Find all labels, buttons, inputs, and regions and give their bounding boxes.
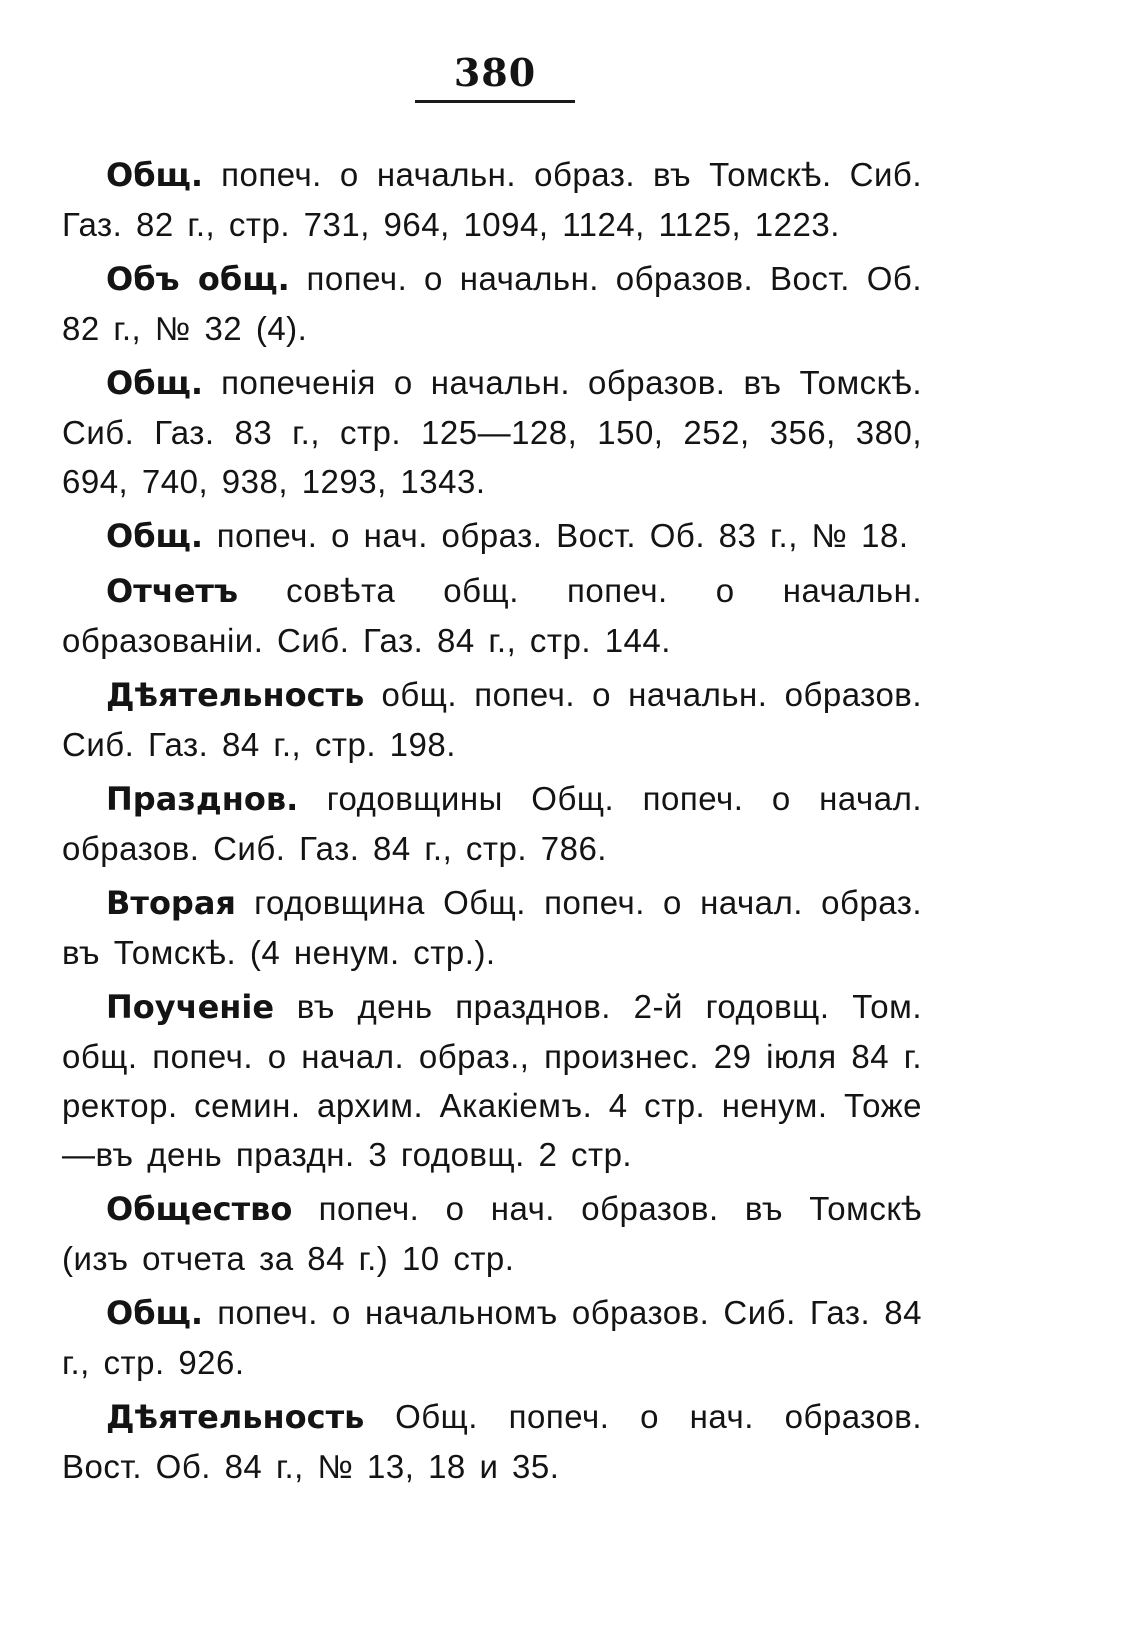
entry-text: попеч. о нач. образов. въ Томскѣ (изъ отчета за 84 г.) 10 стр. (62, 1190, 922, 1277)
bibliography-entry (62, 358, 922, 506)
bibliography-entry (62, 1184, 922, 1283)
bibliography-entry (62, 1288, 922, 1387)
entry-heading: Общ. (106, 156, 204, 194)
bibliography-entry (62, 878, 922, 977)
page-number-rule (415, 100, 575, 103)
entry-text: попеч. о начальн. образ. въ Томскѣ. Сиб. Газ. 82 г., стр. 731, 964, 1094, 1124, 1125, 1223. (62, 156, 923, 243)
entry-text: годовщина Общ. попеч. о начал. образ. въ Томскѣ. (4 ненум. стр.). (62, 884, 922, 971)
entry-text: попеч. о нач. образ. Вост. Об. 83 г., № 18. (216, 517, 909, 554)
bibliography-entry (62, 982, 922, 1179)
entry-text: попеч. о начальномъ образов. Сиб. Газ. 84 г., стр. 926. (62, 1294, 922, 1381)
bibliography-entry (62, 511, 922, 561)
entry-heading: Вторая (106, 884, 236, 922)
page-number: 380 (453, 50, 537, 95)
entry-heading: Общ. (106, 364, 204, 402)
entry-text: попеч. о начальн. образов. Вост. Об. 82 г., № 32 (4). (62, 260, 923, 347)
entry-heading: Общество (106, 1190, 293, 1228)
bibliography-entry (62, 566, 922, 665)
bibliography-entry (62, 774, 922, 873)
entry-heading: Дѣятельность (106, 676, 365, 714)
bibliography-list (62, 150, 922, 1496)
entry-text: Общ. попеч. о нач. образов. Вост. Об. 84 г., № 13, 18 и 35. (62, 1398, 922, 1485)
entry-text: въ день празднов. 2-й годовщ. Том. общ. попеч. о начал. образ., произнес. 29 іюля 84 г. ректор. семин. архим. Акакіемъ. 4 стр. ненум. Тоже—въ день праздн. 3 годовщ. 2 стр. (62, 988, 922, 1173)
bibliography-entry (62, 150, 922, 249)
entry-heading: Общ. (106, 1294, 204, 1332)
entry-text: годовщины Общ. попеч. о начал. образов. Сиб. Газ. 84 г., стр. 786. (62, 780, 922, 867)
entry-heading: Общ. (106, 517, 204, 555)
bibliography-entry (62, 1392, 922, 1491)
bibliography-entry (62, 254, 922, 353)
entry-heading: Дѣятельность (106, 1398, 365, 1436)
bibliography-entry (62, 670, 922, 769)
entry-heading: Поученіе (106, 988, 275, 1026)
entry-text: совѣта общ. попеч. о начальн. образованіи. Сиб. Газ. 84 г., стр. 144. (62, 572, 922, 659)
entry-heading: Объ общ. (106, 260, 290, 298)
entry-text: попеченія о начальн. образов. въ Томскѣ. Сиб. Газ. 83 г., стр. 125—128, 150, 252, 356, 380, 694, 740, 938, 1293, 1343. (62, 364, 922, 500)
entry-text: общ. попеч. о начальн. образов. Сиб. Газ. 84 г., стр. 198. (62, 676, 922, 763)
entry-heading: Отчетъ (106, 572, 239, 610)
entry-heading: Празднов. (106, 780, 299, 818)
